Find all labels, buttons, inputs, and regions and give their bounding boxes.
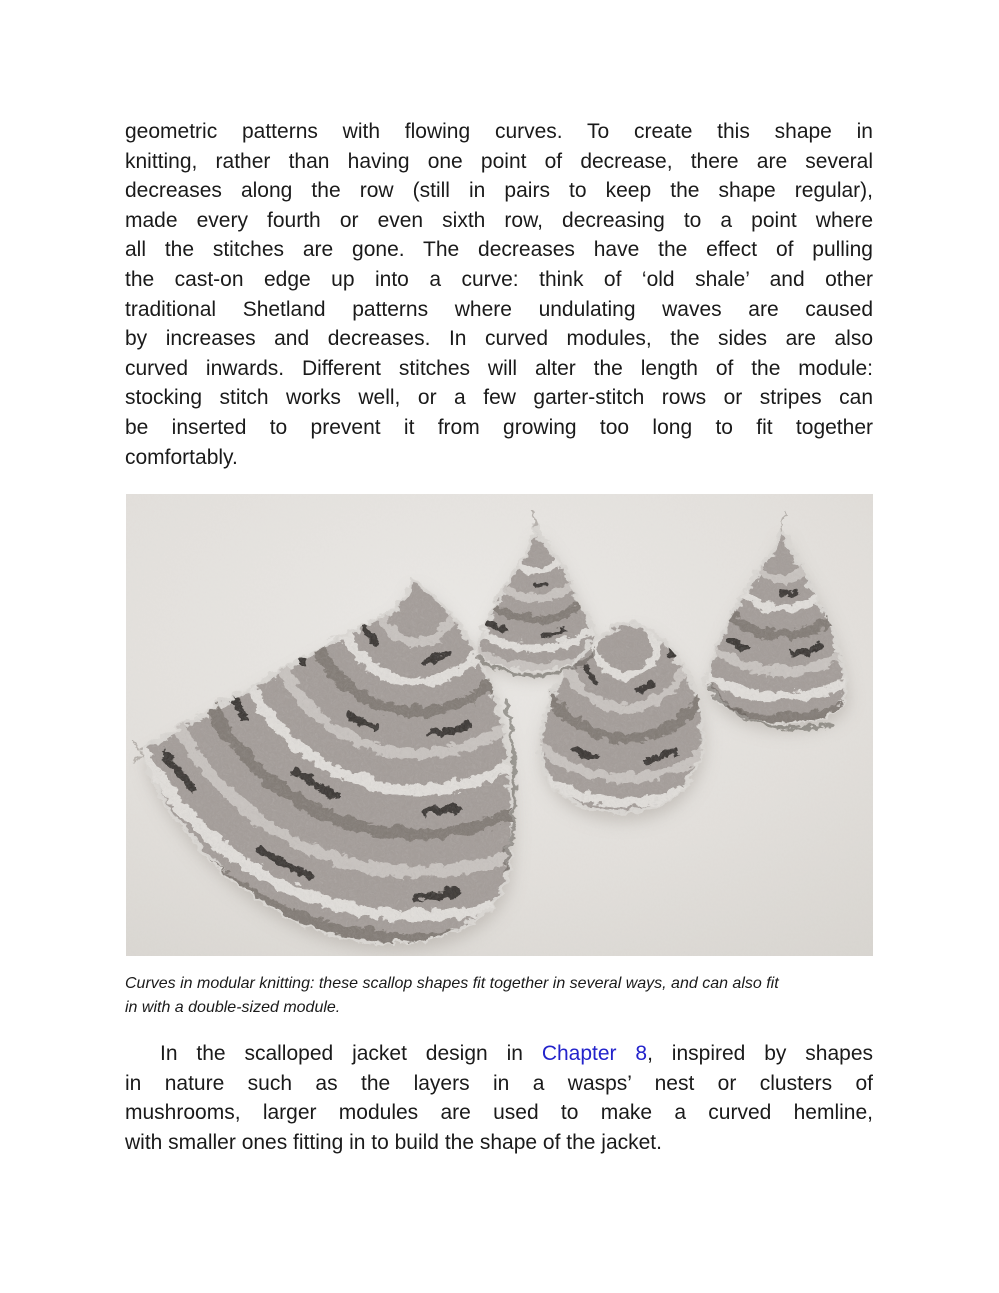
- text-segment: In the scalloped jacket design in: [160, 1042, 542, 1065]
- paragraph-2: [125, 1039, 873, 1157]
- text-line: be inserted to prevent it from growing too long to fit together: [125, 415, 873, 439]
- text-line: with smaller ones fitting in to build the shape of the jacket.: [125, 1130, 662, 1154]
- figure-photo-knitted-scallops: [126, 494, 873, 956]
- text-line: stocking stitch works well, or a few garter-stitch rows or stripes can: [125, 386, 873, 410]
- chapter-8-link[interactable]: Chapter 8: [541, 1042, 648, 1065]
- knitting-photo: [126, 494, 873, 956]
- text-segment: , inspired by shapes: [647, 1042, 874, 1065]
- text-line: geometric patterns with flowing curves. To create this shape in: [125, 120, 873, 143]
- text-line: [125, 1039, 873, 1069]
- text-line: the cast-on edge up into a curve: think of ‘old shale’ and other: [125, 267, 873, 291]
- text-line: Curves in modular knitting: these scallop shapes fit together in several ways, and can also fit: [125, 975, 779, 992]
- text-line: in nature such as the layers in a wasps’ nest or clusters of: [125, 1071, 873, 1095]
- figure-caption: [125, 972, 885, 1019]
- text-line: all the stitches are gone. The decreases have the effect of pulling: [125, 238, 873, 262]
- paragraph-1: [125, 117, 873, 472]
- text-line: in with a double-sized module.: [125, 998, 341, 1016]
- text-line: comfortably.: [125, 445, 238, 469]
- paper-grain: [126, 494, 873, 956]
- text-line: mushrooms, larger modules are used to make a curved hemline,: [125, 1101, 873, 1125]
- text-line: by increases and decreases. In curved modules, the sides are also: [125, 327, 873, 351]
- text-line: knitting, rather than having one point of decrease, there are several: [125, 149, 873, 173]
- text-line: curved inwards. Different stitches will alter the length of the module:: [125, 356, 873, 380]
- text-line: traditional Shetland patterns where undulating waves are caused: [125, 297, 873, 321]
- text-line: decreases along the row (still in pairs to keep the shape regular),: [125, 179, 873, 203]
- text-line: made every fourth or even sixth row, decreasing to a point where: [125, 208, 873, 232]
